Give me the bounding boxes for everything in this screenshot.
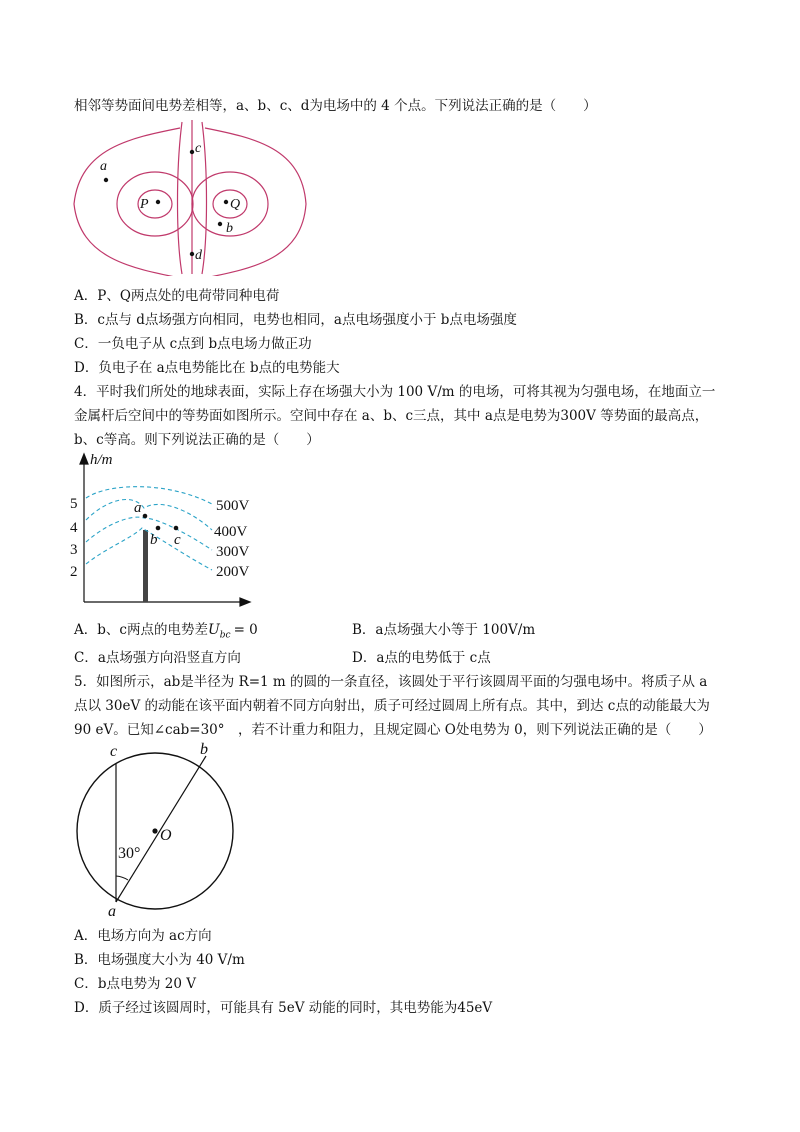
- q5-option-b: B．电场强度大小为 40 V/m: [74, 952, 245, 968]
- q5-label-O: O: [160, 827, 172, 844]
- q3-label-c: c: [195, 141, 202, 156]
- q5-stem-line-2: 点以 30eV 的动能在该平面内朝着不同方向射出，质子可经过圆周上所有点。其中，到达 c点的动能最大为: [74, 698, 710, 714]
- q5-label-c: c: [110, 743, 118, 760]
- q4-option-c: C．a点场强方向沿竖直方向: [74, 650, 241, 666]
- q3-label-P: P: [140, 197, 149, 212]
- q5-stem-line-3: 90 eV。已知∠cab=30° ，若不计重力和阻力，且规定圆心 O处电势为 0，则下列说法正确的是（ ）: [74, 722, 712, 738]
- q4-stem-line-1: 4．平时我们所处的地球表面，实际上存在场强大小为 100 V/m 的电场，可将其视为匀强电场，在地面立一: [74, 384, 716, 400]
- q5-stem-line-1: 5．如图所示，ab是半径为 R=1 m 的圆的一条直径，该圆处于平行该圆周平面的匀强电场中。将质子从 a: [74, 674, 708, 690]
- q3-label-b: b: [226, 221, 233, 236]
- q4-option-a: [74, 620, 258, 646]
- q4-label-b: b: [150, 532, 158, 548]
- q4-y-tick-4: 4: [70, 520, 78, 536]
- q4-curve-label-500: 500V: [216, 498, 250, 514]
- q4-option-d: D．a点的电势低于 c点: [352, 650, 491, 666]
- q4-y-axis-label: h/m: [90, 452, 113, 468]
- q5-label-a: a: [108, 903, 116, 918]
- q4-option-a-sub: bc: [219, 630, 231, 641]
- q5-circle-figure: [70, 742, 250, 918]
- q4-option-a-text: A．b、c两点的电势差: [74, 622, 208, 638]
- q4-curve-label-200: 200V: [216, 564, 250, 580]
- q4-curve-label-300: 300V: [216, 544, 250, 560]
- q4-y-tick-5: 5: [70, 496, 78, 512]
- q4-option-a-rhs: = 0: [233, 622, 258, 638]
- q4-stem-line-3: b、c等高。则下列说法正确的是（ ）: [74, 432, 320, 448]
- q4-y-tick-3: 3: [70, 542, 78, 558]
- q3-option-a: A．P、Q两点处的电荷带同种电荷: [74, 288, 280, 304]
- q5-label-angle: 30°: [118, 845, 141, 862]
- q3-option-c: C．一负电子从 c点到 b点电场力做正功: [74, 336, 312, 352]
- q4-stem-line-2: 金属杆后空间中的等势面如图所示。空间中存在 a、b、c三点，其中 a点是电势为300V 等势面的最高点，: [74, 408, 709, 424]
- q4-label-a: a: [134, 500, 142, 516]
- q3-option-d: D．负电子在 a点电势能比在 b点的电势能大: [74, 360, 340, 376]
- q3-label-Q: Q: [230, 197, 241, 212]
- q5-option-a: A．电场方向为 ac方向: [74, 928, 212, 944]
- q3-label-d: d: [195, 248, 202, 263]
- q4-option-a-U: U: [207, 622, 220, 638]
- q4-y-tick-2: 2: [70, 564, 78, 580]
- q3-label-a: a: [100, 159, 107, 174]
- q5-label-b: b: [200, 742, 208, 758]
- q4-option-b: B．a点场强大小等于 100V/m: [352, 622, 536, 638]
- q3-field-figure: [70, 118, 310, 276]
- q4-label-c: c: [174, 532, 181, 548]
- q5-option-c: C．b点电势为 20 V: [74, 976, 196, 992]
- q5-option-d: D．质子经过该圆周时，可能具有 5eV 动能的同时，其电势能为45eV: [74, 1000, 493, 1016]
- q4-curve-label-400: 400V: [214, 524, 248, 540]
- q3-option-b: B．c点与 d点场强方向相同，电势也相同，a点电场强度小于 b点电场强度: [74, 312, 517, 328]
- q4-equipotential-figure: [70, 452, 260, 610]
- q3-stem: 相邻等势面间电势差相等，a、b、c、d为电场中的 4 个点。下列说法正确的是（ ）: [74, 98, 597, 114]
